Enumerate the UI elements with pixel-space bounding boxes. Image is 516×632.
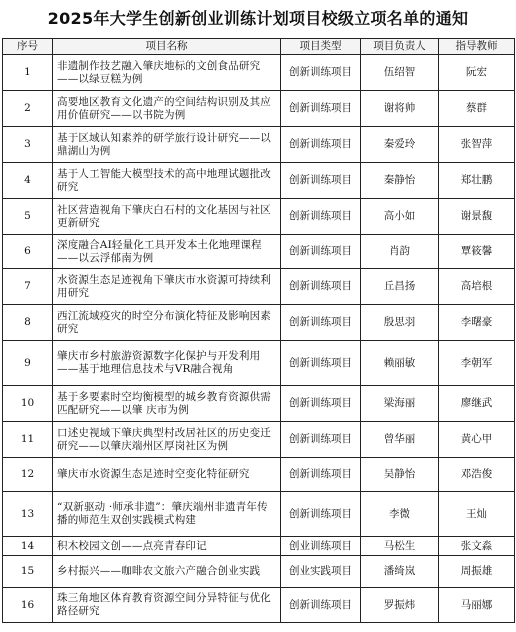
row-number: 15 [3, 556, 53, 588]
row-project-name: 肇庆市水资源生态足迹时空变化特征研究 [53, 458, 281, 492]
row-project-lead: 丘昌扬 [361, 269, 439, 305]
row-project-name: 社区营造视角下肇庆白石村的文化基因与社区更新研究 [53, 199, 281, 235]
table-row [3, 91, 515, 127]
row-project-lead: 吴静怡 [361, 458, 439, 492]
row-advisor: 阮宏 [439, 55, 515, 91]
row-project-type: 创新训练项目 [281, 492, 361, 537]
row-project-lead: 马松生 [361, 537, 439, 556]
row-number: 3 [3, 127, 53, 163]
row-number: 13 [3, 492, 53, 537]
row-project-name: 积木校园文创——点亮青春印记 [53, 537, 281, 556]
row-project-name: 乡村振兴——咖啡农文旅六产融合创业实践 [53, 556, 281, 588]
row-project-name: 基于多要素时空均衡模型的城乡教育资源供需匹配研究——以肇 庆市为例 [53, 386, 281, 422]
row-number: 12 [3, 458, 53, 492]
row-project-lead: 秦爱玲 [361, 127, 439, 163]
row-project-name: 珠三角地区体育教育资源空间分异特征与优化路径研究 [53, 588, 281, 623]
row-project-type: 创新训练项目 [281, 199, 361, 235]
header-project-name: 项目名称 [53, 39, 281, 55]
row-number: 2 [3, 91, 53, 127]
row-project-name: 水资源生态足迹视角下肇庆市水资源可持续利用研究 [53, 269, 281, 305]
row-advisor: 黄心甲 [439, 422, 515, 458]
table-row [3, 341, 515, 386]
row-advisor: 李曙豪 [439, 305, 515, 341]
row-project-type: 创新训练项目 [281, 91, 361, 127]
row-advisor: 谢景馥 [439, 199, 515, 235]
row-project-lead: 秦静怡 [361, 163, 439, 199]
table-header-row [3, 39, 515, 55]
table-row [3, 55, 515, 91]
row-project-type: 创业训练项目 [281, 537, 361, 556]
row-project-type: 创新训练项目 [281, 341, 361, 386]
table-row [3, 127, 515, 163]
header-project-lead: 项目负责人 [361, 39, 439, 55]
row-number: 7 [3, 269, 53, 305]
row-project-lead: 曾华丽 [361, 422, 439, 458]
table-row [3, 199, 515, 235]
row-number: 6 [3, 235, 53, 269]
table-row [3, 305, 515, 341]
row-advisor: 高培根 [439, 269, 515, 305]
row-project-name: 西江流域疫灾的时空分布演化特征及影响因素研究 [53, 305, 281, 341]
row-project-lead: 潘绮岚 [361, 556, 439, 588]
row-project-type: 创新训练项目 [281, 458, 361, 492]
row-advisor: 廖继武 [439, 386, 515, 422]
row-project-type: 创业实践项目 [281, 556, 361, 588]
project-list-table [2, 38, 515, 623]
table-row [3, 163, 515, 199]
row-project-name: 深度融合AI轻量化工具开发本土化地理课程——以云浮郁南为例 [53, 235, 281, 269]
row-number: 11 [3, 422, 53, 458]
row-project-lead: 伍绍智 [361, 55, 439, 91]
row-number: 4 [3, 163, 53, 199]
row-advisor: 覃筱馨 [439, 235, 515, 269]
row-project-name: 口述史视域下肇庆典型村改居社区的历史变迁研究——以肇庆端州区厚岗社区为例 [53, 422, 281, 458]
row-advisor: 王灿 [439, 492, 515, 537]
row-advisor: 郑壮鹏 [439, 163, 515, 199]
row-advisor: 周振雄 [439, 556, 515, 588]
table-row [3, 492, 515, 537]
row-number: 5 [3, 199, 53, 235]
row-project-name: “双新驱动 ·师承非遗”：肇庆端州非遗青年传播的师范生双创实践模式构建 [53, 492, 281, 537]
table-row [3, 269, 515, 305]
row-project-lead: 肖韵 [361, 235, 439, 269]
row-project-lead: 赖丽敏 [361, 341, 439, 386]
row-project-type: 创新训练项目 [281, 305, 361, 341]
row-project-type: 创新训练项目 [281, 422, 361, 458]
row-project-type: 创新训练项目 [281, 163, 361, 199]
row-project-name: 高要地区教育文化遗产的空间结构识别及其应用价值研究——以书院为例 [53, 91, 281, 127]
row-advisor: 马丽娜 [439, 588, 515, 623]
table-row [3, 556, 515, 588]
row-number: 9 [3, 341, 53, 386]
row-project-lead: 罗振炜 [361, 588, 439, 623]
row-project-type: 创新训练项目 [281, 55, 361, 91]
row-project-lead: 谢将帅 [361, 91, 439, 127]
row-project-lead: 梁海丽 [361, 386, 439, 422]
row-project-name: 基于区域认知素养的研学旅行设计研究——以鼎湖山为例 [53, 127, 281, 163]
row-project-name: 非遗制作技艺融入肇庆地标的文创食品研究——以绿豆糕为例 [53, 55, 281, 91]
row-project-name: 肇庆市乡村旅游资源数字化保护与开发利用——基于地理信息技术与VR融合视角 [53, 341, 281, 386]
row-number: 8 [3, 305, 53, 341]
row-project-lead: 李微 [361, 492, 439, 537]
row-advisor: 蔡群 [439, 91, 515, 127]
row-project-type: 创新训练项目 [281, 269, 361, 305]
row-number: 16 [3, 588, 53, 623]
table-row [3, 386, 515, 422]
row-project-type: 创新训练项目 [281, 386, 361, 422]
table-row [3, 235, 515, 269]
row-project-type: 创新训练项目 [281, 235, 361, 269]
row-number: 10 [3, 386, 53, 422]
table-row [3, 537, 515, 556]
row-project-type: 创新训练项目 [281, 127, 361, 163]
row-project-lead: 殷思羽 [361, 305, 439, 341]
header-number: 序号 [3, 39, 53, 55]
table-row [3, 588, 515, 623]
row-number: 1 [3, 55, 53, 91]
row-advisor: 张文淼 [439, 537, 515, 556]
table-row [3, 458, 515, 492]
header-project-type: 项目类型 [281, 39, 361, 55]
row-project-lead: 高小如 [361, 199, 439, 235]
row-number: 14 [3, 537, 53, 556]
header-advisor: 指导教师 [439, 39, 515, 55]
table-row [3, 422, 515, 458]
row-advisor: 李朝军 [439, 341, 515, 386]
row-project-type: 创新训练项目 [281, 588, 361, 623]
row-advisor: 邓浩俊 [439, 458, 515, 492]
row-advisor: 张智萍 [439, 127, 515, 163]
document-title: 2025年大学生创新创业训练计划项目校级立项名单的通知 [47, 9, 469, 28]
row-project-name: 基于人工智能大模型技术的高中地理试题批改研究 [53, 163, 281, 199]
